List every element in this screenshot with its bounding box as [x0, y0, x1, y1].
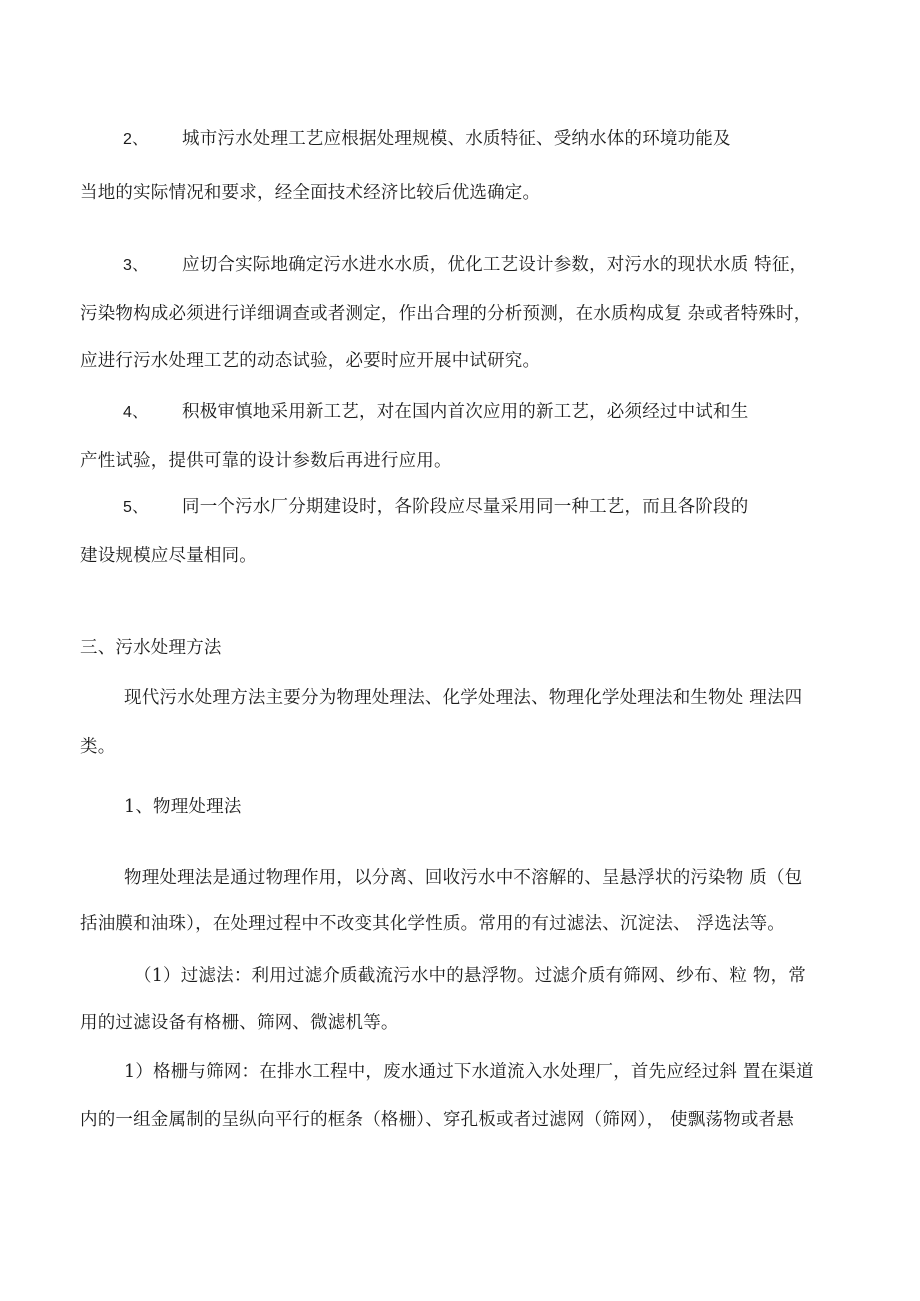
subsection-1-heading: 1、物理处理法 — [124, 797, 242, 817]
grating-line-1: 1）格栅与筛网：在排水工程中，废水通过下水道流入水处理厂，首先应经过斜 置在渠道 — [124, 1062, 814, 1082]
item-2-line-2: 当地的实际情况和要求，经全面技术经济比较后优选确定。 — [80, 183, 541, 203]
section-3-intro-line-2: 类。 — [80, 737, 116, 757]
filtration-line-1: （1）过滤法：利用过滤介质截流污水中的悬浮物。过滤介质有筛网、纱布、粒 物，常 — [134, 966, 806, 986]
item-3-line-3: 应进行污水处理工艺的动态试验，必要时应开展中试研究。 — [80, 351, 541, 371]
item-5-number: 5、 — [123, 499, 149, 516]
item-4-number: 4、 — [123, 404, 149, 421]
item-4-line-1: 积极审慎地采用新工艺，对在国内首次应用的新工艺，必须经过中试和生 — [182, 402, 749, 422]
filtration-line-2: 用的过滤设备有格栅、筛网、微滤机等。 — [80, 1013, 399, 1033]
section-3-heading: 三、污水处理方法 — [80, 638, 222, 658]
item-3-line-1: 应切合实际地确定污水进水水质，优化工艺设计参数，对污水的现状水质 特征， — [182, 255, 808, 275]
grating-line-2: 内的一组金属制的呈纵向平行的框条（格栅）、穿孔板或者过滤网（筛网）， 使飘荡物或者悬 — [80, 1110, 794, 1130]
item-3-number: 3、 — [123, 257, 149, 274]
item-4-line-2: 产性试验，提供可靠的设计参数后再进行应用。 — [80, 451, 452, 471]
section-3-intro-line-1: 现代污水处理方法主要分为物理处理法、化学处理法、物理化学处理法和生物处 理法四 — [124, 688, 803, 708]
item-3-line-2: 污染物构成必须进行详细调查或者测定，作出合理的分析预测，在水质构成复 杂或者特殊时， — [80, 304, 812, 324]
item-2-number: 2、 — [123, 131, 149, 148]
item-5-line-2: 建设规模应尽量相同。 — [80, 546, 257, 566]
item-2-line-1: 城市污水处理工艺应根据处理规模、水质特征、受纳水体的环境功能及 — [182, 129, 731, 149]
physical-method-line-2: 括油膜和油珠），在处理过程中不改变其化学性质。常用的有过滤法、沉淀法、 浮选法等。 — [80, 914, 786, 934]
item-5-line-1: 同一个污水厂分期建设时，各阶段应尽量采用同一种工艺，而且各阶段的 — [182, 497, 749, 517]
physical-method-line-1: 物理处理法是通过物理作用，以分离、回收污水中不溶解的、呈悬浮状的污染物 质（包 — [124, 868, 803, 888]
